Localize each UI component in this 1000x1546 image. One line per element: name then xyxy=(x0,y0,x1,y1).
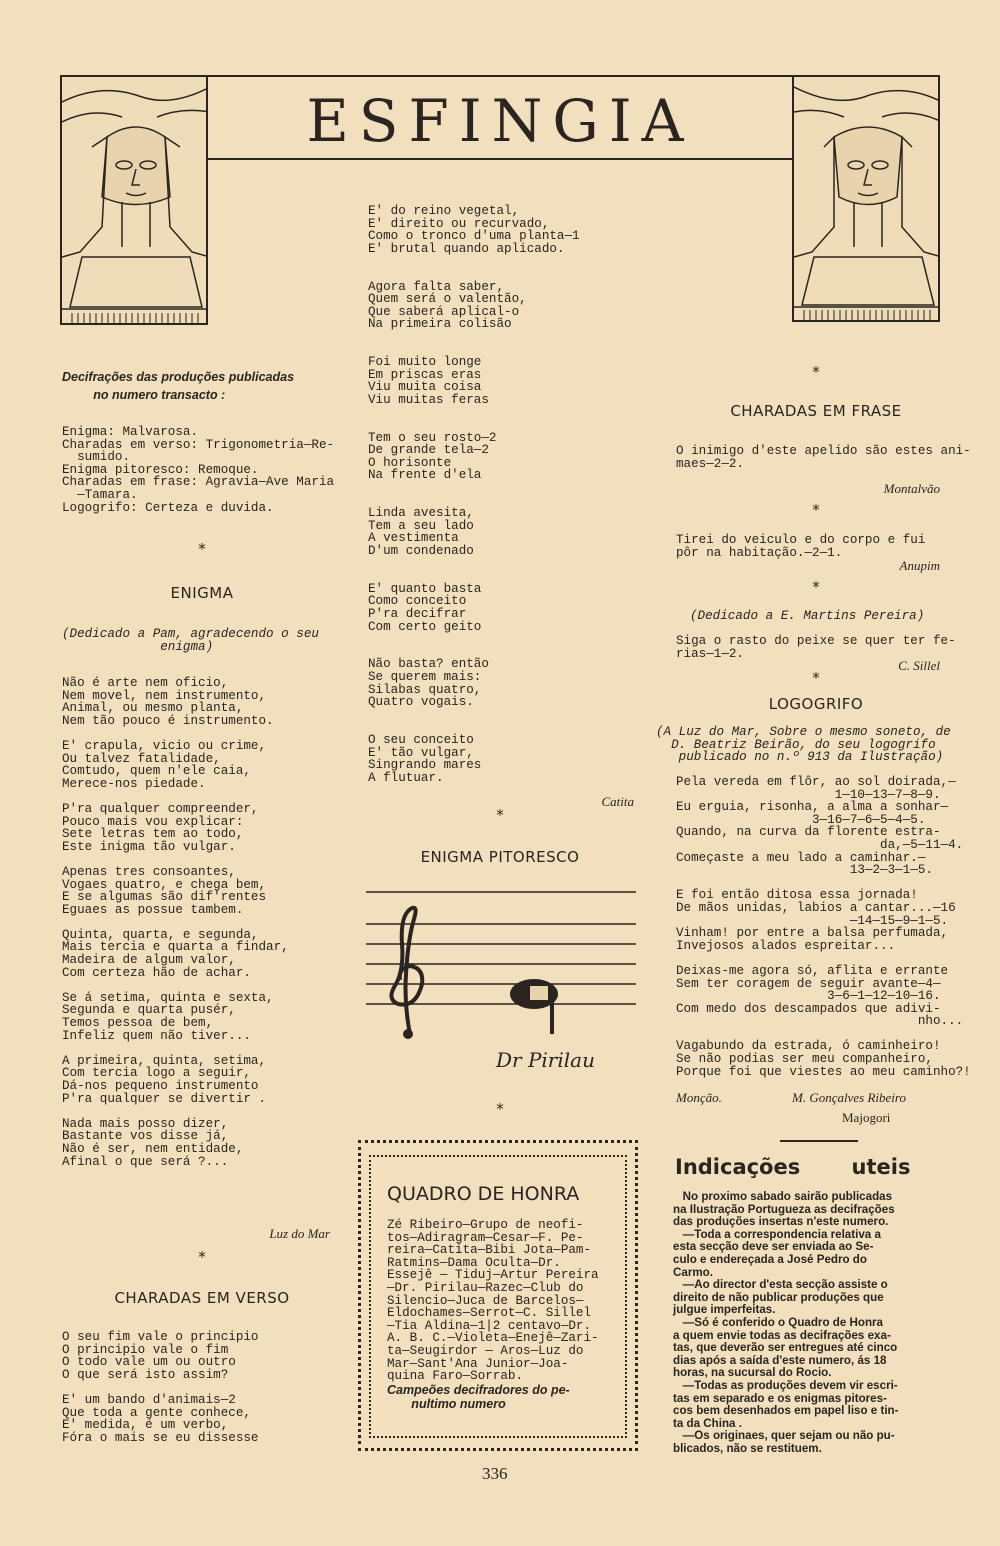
logogrifo-poem: Pela vereda em flôr, ao sol doirada,— 1—10—13—7—8—9. Eu erguia, risonha, a alma a sonhar— 3—16—7—6—5—4—5. Quando, na curva da florente estra- da,—5—11—4. Começaste a meu lado a caminhar.— 13—2—3—1—5. E foi então ditosa essa jornada! De mãos unidas, labios a cantar...—16 —14—15—9—1—5. Vinham! por entre a balsa perfumada, Invejosos alados espreitar... Deixas-me agora só, aflita e errante Sem ter coragem de seguir avante—4— 3—6—1—12—10—16. Com medo dos descampados que adivi- nho... Vagabundo da estrada, ó caminheiro! Se não podias ser meu companheiro, Porque foi que viestes ao meu caminho?! xyxy=(676,775,971,1079)
separator-star: * xyxy=(812,501,820,519)
enigma-signature: Luz do Mar xyxy=(269,1226,330,1241)
charada-frase-2: Tirei do veiculo e do corpo e fui pôr na habitação.—2—1. xyxy=(676,533,926,560)
separator-star: * xyxy=(496,806,504,824)
charada-frase-2-signature: Anupim xyxy=(899,558,940,573)
separator-star: * xyxy=(812,363,820,381)
musical-staff-puzzle xyxy=(366,884,636,1044)
page-number: 336 xyxy=(482,1464,508,1483)
quadro-de-honra-box xyxy=(358,1140,638,1451)
enigma-heading: ENIGMA xyxy=(170,584,234,602)
title-box xyxy=(208,75,792,160)
enigma-pitoresco-heading: ENIGMA PITORESCO xyxy=(420,848,580,866)
charadas-verso-heading: CHARADAS EM VERSO xyxy=(114,1289,290,1307)
indicacoes-body: No proximo sabado sairão publicadas na Ilustração Portugueza as decifrações das produções insertas n'este numero. —Toda a correspondencia relativa a esta secção deve ser enviada ao Se- culo e endereçada a José Pedro do Carmo. —Ao director d'esta secção assiste o direito de não publicar produções que julgue imperfeitas. —Só é conferido o Quadro de Honra a quem envie todas as decifrações exa- tas, que deverão ser entregues até cinco dias após a saída d'este numero, ás 18 horas, na sucursal do Rocio. —Todas as produções devem vir escri- tas em separado e os enigmas pitores- cos bem desenhados em papel liso e tin- ta da China . —Os originaes, quer sejam ou não pu- blicados, não se restituem. xyxy=(673,1190,899,1455)
charada-frase-1: O inimigo d'este apelido são estes ani- maes—2—2. xyxy=(676,444,971,471)
quadro-footer: Campeões decifradores do pe- nultimo numero xyxy=(387,1383,570,1411)
separator-star: * xyxy=(198,1248,206,1266)
logogrifo-signature-pseudonym: Majogori xyxy=(842,1110,891,1125)
logogrifo-signature: M. Gonçalves Ribeiro xyxy=(792,1090,906,1105)
indicacoes-heading: Indicações uteis xyxy=(675,1155,911,1179)
quadro-names: Zé Ribeiro—Grupo de neofi- tos—Adiragram—Cesar—F. Pe- reira—Catita—Bibi Jota—Pam- Ratmins—Dama Oculta—Dr. Essejê — Tiduj—Artur Pereira —Dr. Pirilau—Razec—Club do Silencio—Juca de Barcelos— Eldochames—Serrot—C. Sillel —Tia Aldina—1|2 centavo—Dr. A. B. C.—Violeta—Enejê—Zari- ta—Seugirdor — Aros—Luz do Mar—Sant'Ana Junior—Joa- quina Faro—Sorrab. xyxy=(387,1218,599,1384)
charada-poem: E' do reino vegetal, E' direito ou recurvado, Como o tronco d'uma planta—1 E' brutal quando aplicado. Agora falta saber, Quem será o valentão, Que saberá aplical-o Na primeira colisão Foi muito longe Em priscas eras Viu muita coisa Viu muitas feras Tem o seu rosto—2 De grande tela—2 O horisonte Na frente d'ela Linda avesita, Tem a seu lado A vestimenta D'um condenado E' quanto basta Como conceito P'ra decifrar Com certo geito Não basta? então Se querem mais: Silabas quatro, Quatro vogais. O seu conceito E' tão vulgar, Singrando mares A flutuar. xyxy=(368,204,580,785)
charada-frase-3: Siga o rasto do peixe se quer ter fe- rias—1—2. xyxy=(676,634,956,661)
charadas-frase-heading: CHARADAS EM FRASE xyxy=(730,402,902,420)
enigma-dedication: (Dedicado a Pam, agradecendo o seu enigma) xyxy=(62,627,319,654)
logogrifo-dedication: (A Luz do Mar, Sobre o mesmo soneto, de D. Beatriz Beirão, do seu logogrifo publicado no n.º 913 da Ilustração) xyxy=(656,725,951,765)
poem-signature: Catita xyxy=(601,794,634,809)
separator-star: * xyxy=(812,578,820,596)
separator-star: * xyxy=(198,540,206,558)
sphinx-illustration-left xyxy=(60,75,208,325)
separator-star: * xyxy=(496,1100,504,1118)
separator-star: * xyxy=(812,669,820,687)
charada-frase-1-signature: Montalvão xyxy=(883,481,940,496)
charadas-verso-poem: O seu fim vale o principio O principio vale o fim O todo vale um ou outro O que será isto assim? E' um bando d'animais—2 Que toda a gente conhece, E' medida, é um verbo, Fóra o mais se eu dissesse xyxy=(62,1330,259,1445)
decifracoes-list: Enigma: Malvarosa. Charadas em verso: Trigonometria—Re- sumido. Enigma pitoresco: Remoque. Charadas em frase: Agravia—Ave Maria —Tamara. Logogrifo: Certeza e duvida. xyxy=(62,425,335,515)
quadro-heading: QUADRO DE HONRA xyxy=(387,1183,580,1205)
logogrifo-place: Monção. xyxy=(676,1090,722,1105)
divider xyxy=(780,1140,858,1142)
pitoresco-signature: Dr Pirilau xyxy=(496,1048,595,1072)
page-title: ESFINGIA xyxy=(306,87,694,155)
logogrifo-heading: LOGOGRIFO xyxy=(768,695,864,713)
charada-frase-3-dedication: (Dedicado a E. Martins Pereira) xyxy=(690,609,925,623)
charada-frase-3-signature: C. Sillel xyxy=(898,658,940,673)
decifracoes-title: Decifrações das produções publicadas no numero transacto : xyxy=(62,370,295,402)
sphinx-illustration-right xyxy=(792,75,940,322)
enigma-poem: Não é arte nem oficio, Nem movel, nem instrumento, Animal, ou mesmo planta, Nem tão pouco é instrumento. E' crapula, vicio ou crime, Ou talvez fatalidade, Comtudo, quem n'ele caia, Merece-nos piedade. P'ra qualquer compreender, Pouco mais vou explicar: Sete letras tem ao todo, Este inigma tão vulgar. Apenas tres consoantes, Vogaes quatro, e chega bem, E se algumas são dif'rentes Eguaes as possue tambem. Quinta, quarta, e segunda, Mais tercia e quarta a findar, Madeira de algum valor, Com certeza hão de achar. Se á setima, quinta e sexta, Segunda e quarta pusér, Temos pessoa de bem, Infeliz quem não tiver... A primeira, quinta, setima, Com tercia logo a seguir, Dá-nos pequeno instrumento P'ra qualquer se divertir . Nada mais posso dizer, Bastante vos disse já, Não é ser, nem entidade, Afinal o que será ?... xyxy=(62,676,289,1169)
